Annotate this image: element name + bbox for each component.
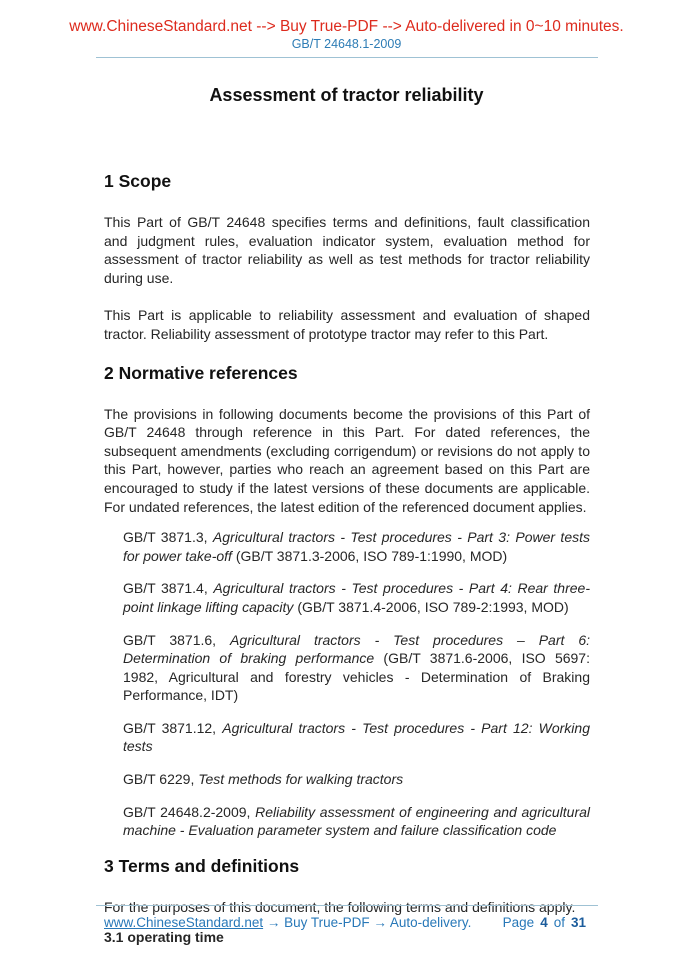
- reference-code: GB/T 24648.2-2009,: [123, 803, 256, 820]
- document-title: Assessment of tractor reliability: [209, 85, 484, 105]
- reference-title: Agricultural tractors - Test procedures - Part 3: Power tests for power take-off: [123, 529, 590, 564]
- reference-title: Test methods for walking tractors: [198, 771, 404, 788]
- page-footer: [0, 905, 693, 930]
- reference-code: GB/T 3871.12,: [123, 719, 223, 736]
- header-rule: [96, 57, 598, 58]
- section-heading-normative-references: 2 Normative references: [104, 362, 298, 383]
- scope-paragraph-1: This Part of GB/T 24648 specifies terms and definitions, fault classification and judgment rules, evaluation indicator system, evaluation method for assessment of tractor reliability as well as test methods for tractor reliability during use.: [104, 214, 590, 286]
- reference-code: GB/T 3871.4,: [123, 580, 214, 597]
- reference-item: [104, 770, 590, 789]
- reference-title: Reliability assessment of engineering and agricultural machine - Evaluation parameter system and failure classification code: [123, 803, 590, 839]
- reference-item: [104, 631, 590, 705]
- page-indicator: [503, 915, 586, 930]
- document-body: [0, 171, 693, 947]
- promo-banner: www.ChineseStandard.net --> Buy True-PDF --> Auto-delivered in 0~10 minutes.: [69, 18, 624, 35]
- scope-paragraph-2: This Part is applicable to reliability assessment and evaluation of shaped tractor. Reliability assessment of prototype tractor may refer to this Part.: [104, 307, 590, 342]
- reference-title: Agricultural tractors - Test procedures – Part 6: Determination of braking performance: [123, 631, 591, 667]
- terms-intro-paragraph: For the purposes of this document, the following terms and definitions apply.: [104, 898, 576, 915]
- reference-code: GB/T 3871.6,: [123, 631, 230, 648]
- term-operating-time: 3.1 operating time: [104, 929, 224, 946]
- page-number-current: 4: [540, 915, 548, 930]
- reference-title: Agricultural tractors - Test procedures - Part 4: Rear three-point linkage lifting capacity: [123, 580, 590, 615]
- reference-suffix: (GB/T 3871.4-2006, ISO 789-2:1993, MOD): [293, 598, 569, 615]
- reference-item: [104, 803, 590, 840]
- section-heading-scope: 1 Scope: [104, 171, 172, 191]
- reference-suffix: (GB/T 3871.3-2006, ISO 789-1:1990, MOD): [231, 547, 508, 564]
- reference-code: GB/T 3871.3,: [123, 529, 213, 546]
- page-header: [0, 0, 693, 58]
- page-label: Page: [502, 915, 535, 930]
- reference-code: GB/T 6229,: [123, 771, 199, 788]
- reference-item: [104, 528, 590, 565]
- footer-left: [104, 915, 471, 930]
- reference-item: [104, 719, 590, 756]
- standard-code: GB/T 24648.1-2009: [291, 37, 402, 51]
- reference-title: Agricultural tractors - Test procedures - Part 12: Working tests: [123, 719, 590, 755]
- footer-website-link[interactable]: www.ChineseStandard.net: [104, 915, 264, 930]
- of-label: of: [553, 915, 565, 930]
- footer-tagline: → Buy True-PDF → Auto-delivery.: [263, 915, 472, 930]
- page-number-total: 31: [570, 915, 586, 930]
- section-heading-terms-definitions: 3 Terms and definitions: [104, 855, 300, 876]
- reference-suffix: (GB/T 3871.6-2006, ISO 5697: 1982, Agricultural and forestry vehicles - Determination of Braking Performance, IDT): [123, 650, 590, 704]
- normative-intro-paragraph: The provisions in following documents become the provisions of this Part of GB/T 24648 through reference in this Part. For dated references, the subsequent amendments (excluding corrigendum) or revisions do not apply to this Part, however, parties who reach an agreement based on this Part are encouraged to study if the latest versions of these documents are applicable. For undated references, the latest edition of the referenced document applies.: [104, 405, 590, 515]
- reference-item: [104, 579, 590, 616]
- footer-row: [0, 906, 693, 930]
